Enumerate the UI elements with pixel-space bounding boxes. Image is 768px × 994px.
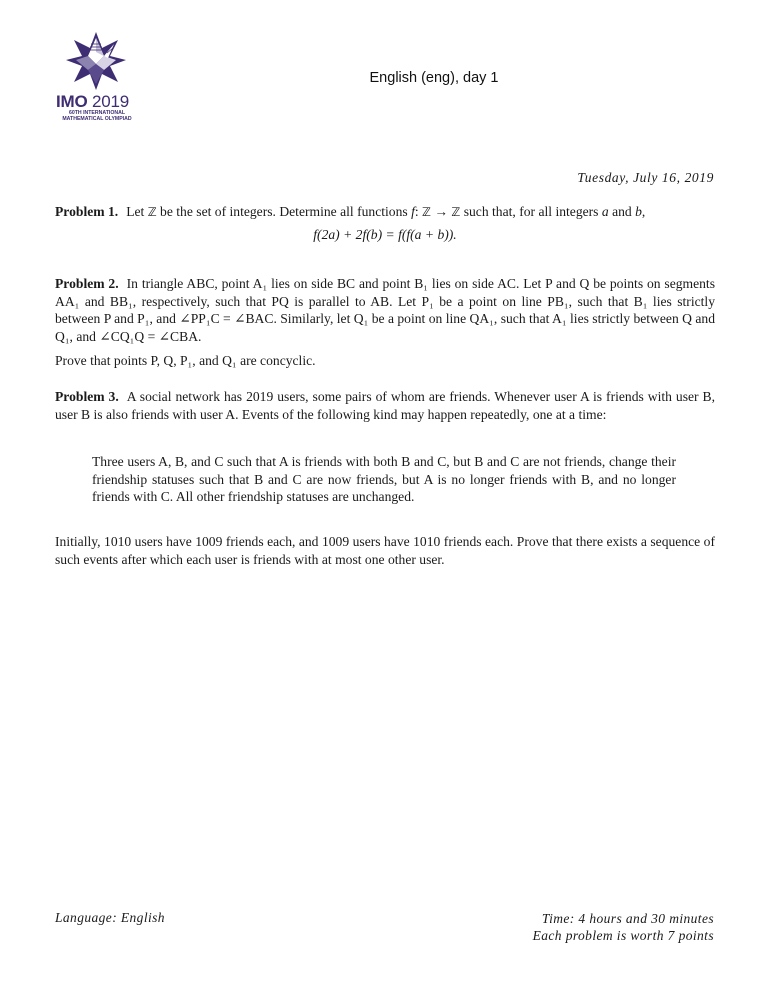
problem-2-conclusion: Prove that points P, Q, P₁, and Q₁ are concyclic. bbox=[55, 353, 316, 368]
problem-3-label: Problem 3. bbox=[55, 389, 119, 404]
functional-equation: f(2a) + 2f(b) = f(f(a + b)). bbox=[313, 226, 457, 242]
page-title: English (eng), day 1 bbox=[369, 70, 499, 86]
problem-2 bbox=[55, 275, 715, 345]
logo-title: IMO 2019 bbox=[56, 92, 130, 111]
logo-subtitle-line2: MATHEMATICAL OLYMPIAD bbox=[62, 116, 132, 122]
problem-1-label: Problem 1. bbox=[55, 204, 119, 219]
time-limit: Time: 4 hours and 30 minutes bbox=[541, 911, 714, 926]
problem-2-label: Problem 2. bbox=[55, 276, 119, 291]
problem-3-event-description: Three users A, B, and C such that A is friends with both B and C, but B and C are not friends, change their friendship statuses such that B and C are now friends, but A is no longer friends with B, and no longer friends with C. All other friendship statuses are unchanged. bbox=[92, 454, 676, 505]
logo-subtitle-line1: 60TH INTERNATIONAL bbox=[68, 110, 126, 116]
exam-date: Tuesday, July 16, 2019 bbox=[577, 170, 714, 185]
exam-info bbox=[533, 910, 714, 944]
integers-symbol: ℤ bbox=[147, 205, 157, 219]
problem-2-statement: In triangle ABC, point A₁ lies on side BC and point B₁ lies on side AC. Let P and Q be points on segments AA₁ and BB₁, respectively, such that PQ is parallel to AB. Let P₁ be a point on line PB₁, such that B₁ lies strictly between P and P₁, and ∠PP₁C = ∠BAC. Similarly, let Q₁ be a point on line QA₁, such that A₁ lies strictly between Q and Q₁, and ∠CQ₁Q = ∠CBA. bbox=[55, 276, 716, 344]
points-info: Each problem is worth 7 points bbox=[532, 928, 714, 943]
language-label: Language: English bbox=[55, 910, 165, 925]
problem-1: Problem 1. Let ℤ be the set of integers. Determine all functions f: ℤ → ℤ such that, for all integers a and b, f(2a) + 2f(b) = f(f(a + b)). bbox=[55, 203, 715, 243]
problem-3 bbox=[55, 388, 715, 423]
problem-3-conclusion: Initially, 1010 users have 1009 friends each, and 1009 users have 1010 friends each. Prove that there exists a sequence of such events after which each user is friends with at most one other user. bbox=[55, 534, 715, 567]
problem-3-statement: A social network has 2019 users, some pairs of whom are friends. Whenever user A is friends with user B, user B is also friends with user A. Events of the following kind may happen repeatedly, one at a time: bbox=[55, 389, 715, 422]
